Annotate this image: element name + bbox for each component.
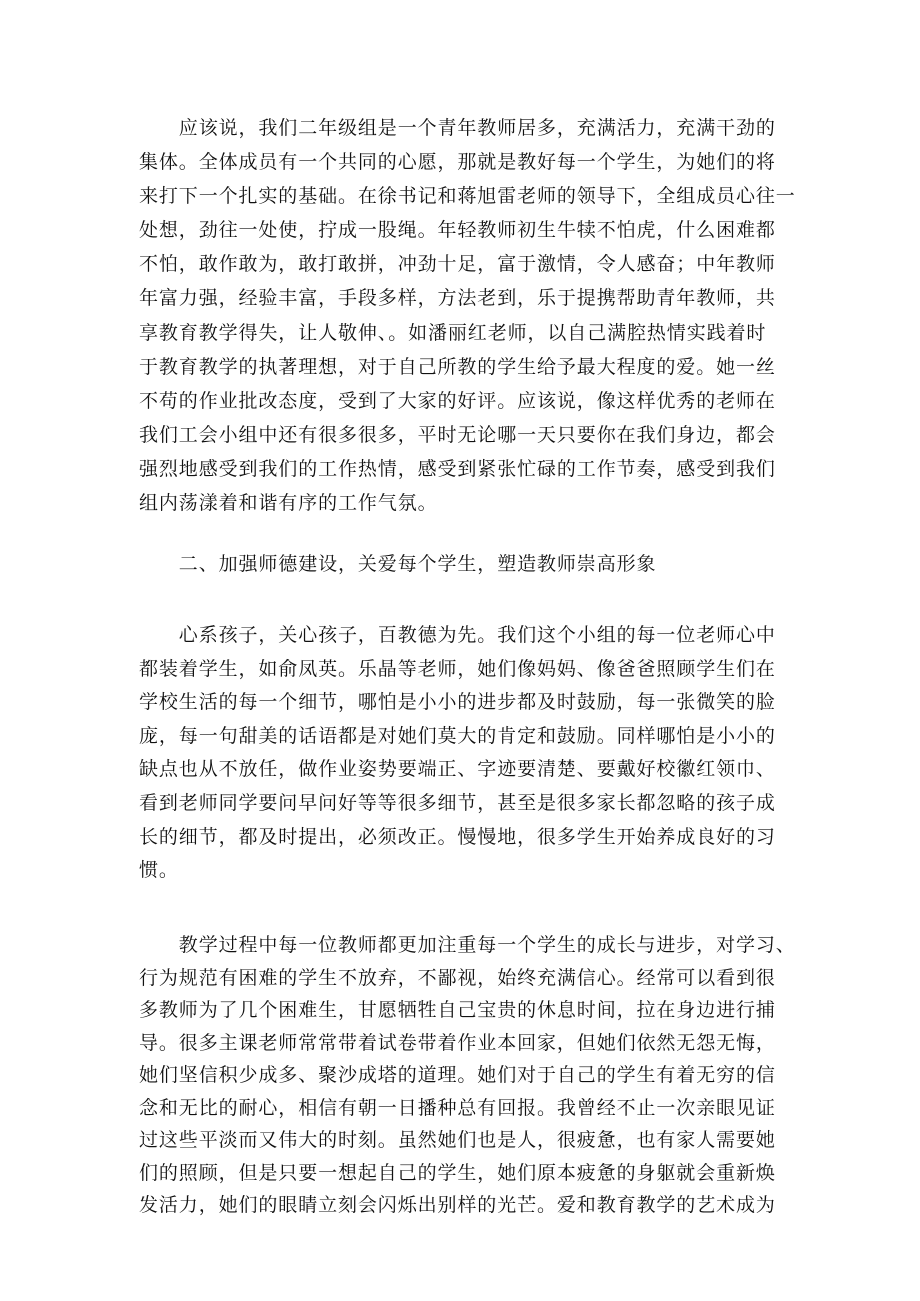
paragraph-line: 看到老师同学要问早问好等等很多细节，甚至是很多家长都忽略的孩子成: [139, 791, 776, 814]
paragraph-line: 教学过程中每一位教师都更加注重每一个学生的成长与进步，对学习、: [139, 934, 796, 956]
paragraph-line: 长的细节，都及时提出，必须改正。慢慢地，很多学生开始养成良好的习: [139, 825, 776, 848]
paragraph-line: 强烈地感受到我们的工作热情，感受到紧张忙碌的工作节奏，感受到我们: [139, 457, 776, 480]
paragraph-line: 来打下一个扎实的基础。在徐书记和蒋旭雷老师的领导下，全组成员心往一: [139, 185, 796, 208]
paragraph-line: 我们工会小组中还有很多很多，平时无论哪一天只要你在我们身边，都会: [139, 423, 776, 446]
paragraph-line: 处想，劲往一处使，拧成一股绳。年轻教师初生牛犊不怕虎，什么困难都: [139, 219, 776, 242]
paragraph-line: 学校生活的每一个细节，哪怕是小小的进步都及时鼓励，每一张微笑的脸: [139, 691, 776, 714]
paragraph-line: 发活力，她们的眼睛立刻会闪烁出别样的光芒。爱和教育教学的艺术成为: [139, 1194, 776, 1216]
paragraph-care-for-students: [139, 619, 799, 888]
paragraph-line: 她们坚信积少成多、聚沙成塔的道理。她们对于自己的学生有着无穷的信: [139, 1064, 776, 1086]
paragraph-line: 庞，每一句甜美的话语都是对她们莫大的肯定和鼓励。同样哪怕是小小的: [139, 724, 776, 747]
paragraph-line: 们的照顾，但是只要一想起自己的学生，她们原本疲惫的身躯就会重新焕: [139, 1161, 776, 1184]
paragraph-line: 导。很多主课老师常常带着试卷带着作业本回家，但她们依然无怨无悔，: [139, 1031, 776, 1054]
paragraph-line: 缺点也从不放任，做作业姿势要端正、字迹要清楚、要戴好校徽红领巾、: [139, 758, 776, 781]
paragraph-line: 过这些平淡而又伟大的时刻。虽然她们也是人，很疲惫，也有家人需要她: [139, 1129, 776, 1151]
paragraph-line: 多教师为了几个困难生，甘愿牺牲自己宝贵的休息时间，拉在身边进行捕: [139, 999, 776, 1021]
paragraph-teaching-process: [139, 929, 799, 1222]
section-heading: [139, 547, 799, 581]
paragraph-line: 组内荡漾着和谐有序的工作气氛。: [139, 492, 438, 515]
paragraph-line: 集体。全体成员有一个共同的心愿，那就是教好每一个学生，为她们的将: [139, 151, 776, 174]
paragraph-line: 都装着学生，如俞凤英。乐晶等老师，她们像妈妈、像爸爸照顾学生们在: [139, 657, 776, 680]
paragraph-line: 应该说，我们二年级组是一个青年教师居多，充满活力，充满干劲的: [139, 117, 776, 139]
paragraph-line: 不怕，敢作敢为，敢打敢拼，冲劲十足，富于激情，令人感奋；中年教师: [139, 253, 776, 276]
section-heading-text: 二、加强师德建设，关爱每个学生，塑造教师崇高形象: [139, 553, 657, 575]
paragraph-line: 不苟的作业批改态度，受到了大家的好评。应该说，像这样优秀的老师在: [139, 389, 776, 412]
paragraph-line: 惯。: [139, 859, 179, 882]
paragraph-line: 心系孩子，关心孩子，百教德为先。我们这个小组的每一位老师心中: [139, 624, 776, 646]
paragraph-line: 享教育教学得失，让人敬伸、。如潘丽红老师，以自己满腔热情实践着时: [139, 321, 767, 344]
paragraph-line: 行为规范有困难的学生不放弃，不鄙视，始终充满信心。经常可以看到很: [139, 966, 776, 989]
paragraph-line: 年富力强，经验丰富，手段多样，方法老到，乐于提携帮助青年教师，共: [139, 287, 776, 310]
paragraph-line: 念和无比的耐心，相信有朝一日播种总有回报。我曾经不止一次亲眼见证: [139, 1096, 776, 1119]
paragraph-line: 于教育教学的执著理想，对于自己所教的学生给予最大程度的爱。她一丝: [139, 355, 776, 378]
paragraph-team-spirit: [139, 111, 799, 520]
